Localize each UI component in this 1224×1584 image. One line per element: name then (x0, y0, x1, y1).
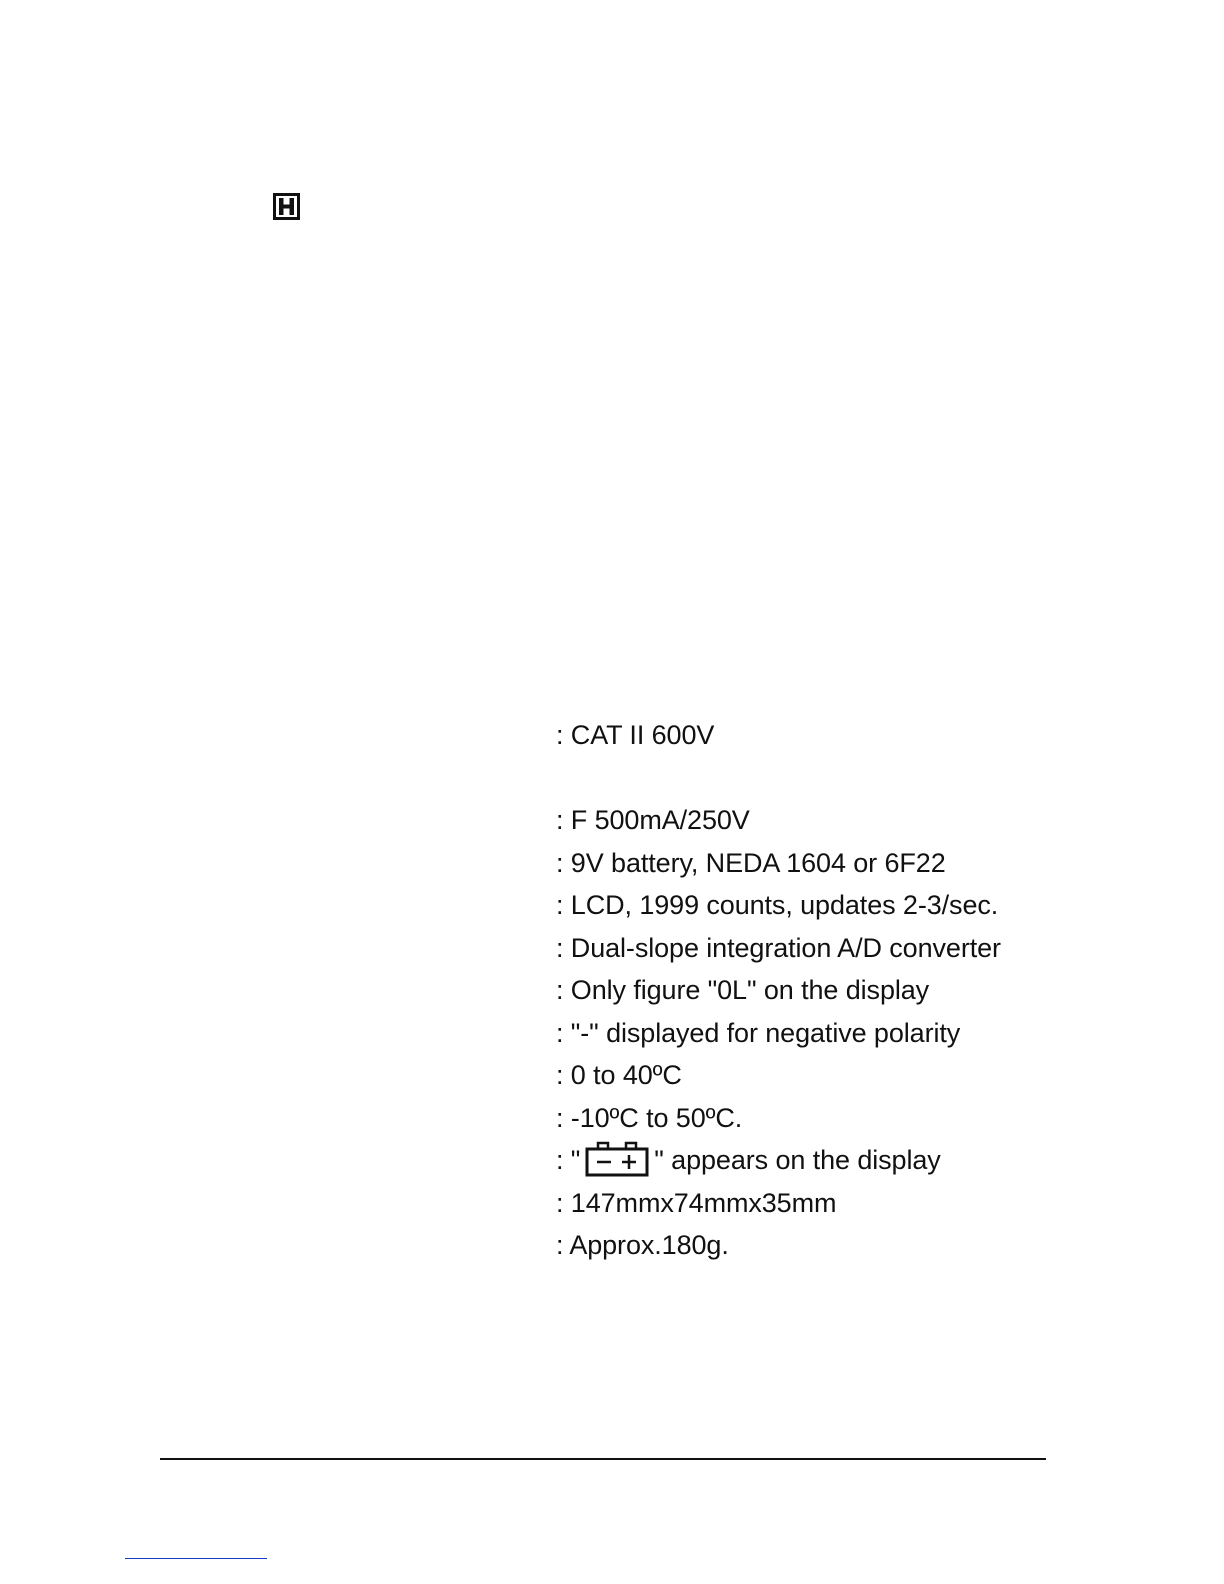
low-battery-indication-value (556, 1139, 1001, 1182)
specification-values (556, 714, 1001, 1267)
overvoltage-category-value: : CAT II 600V (556, 720, 715, 750)
fuse-value: : F 500mA/250V (556, 805, 750, 835)
low-battery-suffix: " appears on the display (654, 1145, 941, 1175)
low-battery-icon (584, 1141, 650, 1177)
display-value: : LCD, 1999 counts, updates 2-3/sec. (556, 890, 999, 920)
operating-temperature-value: : 0 to 40ºC (556, 1060, 682, 1090)
footer-divider (160, 1458, 1046, 1460)
dimensions-value: : 147mmx74mmx35mm (556, 1187, 837, 1218)
storage-temperature-value: : -10ºC to 50ºC. (556, 1102, 743, 1133)
measuring-method-value: : Dual-slope integration A/D converter (556, 932, 1001, 963)
power-supply-value: : 9V battery, NEDA 1604 or 6F22 (556, 847, 946, 878)
overrange-indication-value: : Only figure "0L" on the display (556, 975, 930, 1005)
weight-value: : Approx.180g. (556, 1230, 729, 1260)
hold-icon (273, 193, 300, 220)
low-battery-prefix: : " (556, 1145, 581, 1175)
polarity-indication-value: : "-" displayed for negative polarity (556, 1017, 961, 1048)
footer-link-underline (125, 1558, 267, 1559)
